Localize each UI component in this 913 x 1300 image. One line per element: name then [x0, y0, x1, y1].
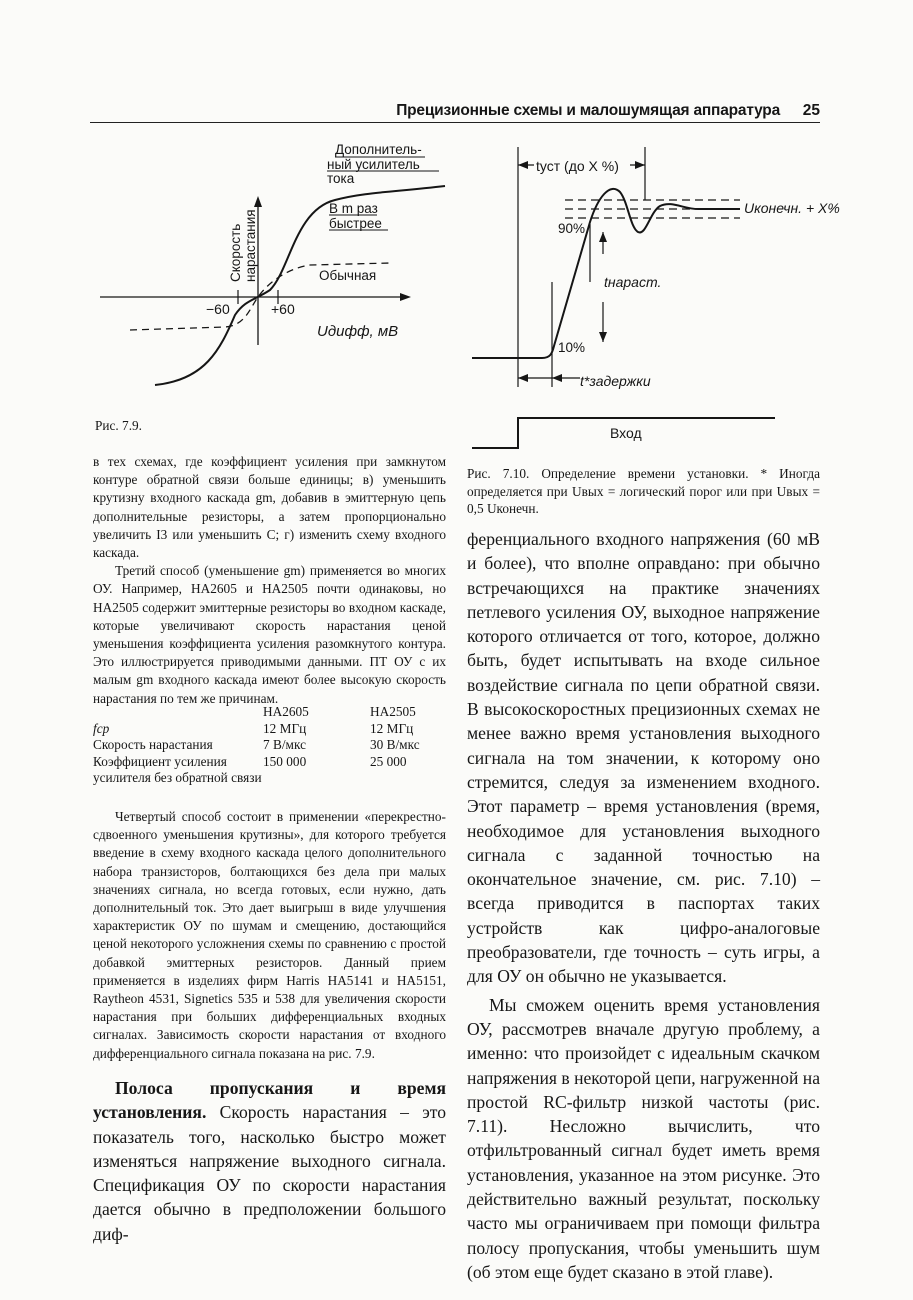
tick-neg-label: −60: [206, 301, 230, 317]
table-row: [93, 721, 450, 738]
page-number: 25: [802, 102, 820, 119]
right-text-block: [467, 527, 820, 1284]
label-90: 90%: [558, 221, 586, 236]
table-cell: Коэффициент усиления усилителя без обратной связи: [93, 753, 262, 785]
left-para-3: Четвертый способ состоит в применении «перекрестно-сдвоенного уменьшения крутизны», для которого требуется введение в схему входного каскада целого дополнительного набора транзисторов, болтающихся без дела при малых значениях сигнала, но всегда готовых, если нужно, дать дополнительный ток. Это дает выигрыш в виде улучшения характеристик ОУ по шумам и смещению, достающийся ценой некоторого усложнения схемы по сравнению с простой добавкой эмиттерных резисторов. Данный прием применяется в изделиях фирм Harris НА5141 и НА5151, Raytheon 4531, Signetics 535 и 538 для увеличения скорости нарастания при больших дифференциальных входных сигналах. Зависимость скорости нарастания от входного дифференциального сигнала показана на рис. 7.9.: [93, 809, 446, 1061]
table-cell: fср: [93, 720, 110, 736]
table-header: НА2505: [370, 704, 416, 719]
label-xaxis: Uдифф, мВ: [317, 323, 399, 340]
table-cell: 30 В/мкс: [370, 737, 420, 752]
label-rise: tнараст.: [604, 274, 662, 290]
running-head: [90, 100, 820, 123]
y-axis-arrow: [254, 196, 262, 207]
table-cell: 7 В/мкс: [263, 737, 306, 752]
left-para-4: Скорость нарастания – это показатель того, насколько быстро может изменяться напряжение выходного сигнала. Спецификация ОУ по скорости нарастания дается обычно в предположении большого диф-: [93, 1102, 447, 1244]
spec-table: [93, 704, 450, 787]
label-extra-amp-2: ный усилитель: [327, 157, 420, 172]
fig-7-10-caption: Рис. 7.10. Определение времени установки. * Иногда определяется при Uвых = логический порог или при Uвых = 0,5 Uконечн.: [467, 466, 820, 516]
table-cell: 12 МГц: [263, 720, 307, 736]
table-cell: 150 000: [263, 753, 307, 769]
left-para-3-block: [93, 808, 446, 1063]
table-row: [93, 754, 450, 787]
figure-7-10: [470, 142, 840, 457]
left-para-1: в тех схемах, где коэффициент усиления при замкнутом контуре обратной связи больше единицы; в) уменьшить крутизну входного каскада gm, добавив в эмиттерную цепь дополнительные резисторы, а затем пропорционально увеличить I3 или уменьшить C; г) изменить схему входного каскада.: [93, 454, 446, 561]
left-para-2: Третий способ (уменьшение gm) применяется во многих ОУ. Например, НА2605 и НА2505 почти одинаковы, но НА2505 содержит эмиттерные резисторы во входном каскаде, которые увеличивают скорость нарастания ценой уменьшения коэффициента усиления разомкнутого контура. Это иллюстрируется приводимыми данными. ПТ ОУ с их малым gm входного каскада имеют более высокую скорость нарастания по тем же причинам.: [93, 563, 446, 706]
left-para-4-block: [93, 1076, 446, 1246]
right-para-2: Мы сможем оценить время установления ОУ, рассмотрев вначале другую проблему, а именно: что произойдет с идеальным скачком напряжения в некоторой цепи, нагруженной на простой RC-фильтр низкой частоты (рис. 7.11). Несложно вычислить, что отфильтрованный сигнал будет иметь время установления, указанное на этом рисунке. Это действительно важный результат, поскольку часто мы ограничиваем при помощи фильтра полосу пропускания, чтобы уменьшить шум (об этом еще будет сказано в этой главе).: [467, 994, 820, 1282]
table-cell: Скорость нарастания: [93, 737, 213, 752]
table-cell: 25 000: [370, 753, 407, 769]
table-header: НА2605: [263, 704, 309, 719]
section-heading: Полоса пропускания и время установления.: [93, 1078, 446, 1123]
enhanced-curve: [155, 186, 445, 385]
table-cell: 12 МГц: [370, 720, 414, 736]
label-extra-amp-1: Дополнитель-: [335, 142, 422, 157]
right-para-1: ференциального входного напряжения (60 мВ и более), что вполне оправдано: при обычно встречающихся на практике значениях петлевого усиления ОУ, выходное напряжение которого отличается от того, которое, должно быть, будет испытывать на входе сильное воздействие сигнала по цепи обратной связи. В высокоскоростных прецизионных схемах не менее важно время установления выходного сигнала на том значении, к которому оно стремится, следуя за изменением входного. Этот параметр – время установления (время, необходимое для установления выходного сигнала с заданной точностью на окончательное значение, см. рис. 7.10) – всегда приводится в паспортах таких устройств как цифро-аналоговые преобразователи, где точность – суть игры, а для ОУ он обычно не указывается.: [467, 529, 820, 987]
left-text-block: [93, 453, 446, 708]
label-10: 10%: [558, 340, 586, 355]
label-normal: Обычная: [319, 268, 377, 283]
label-faster-1: В m раз: [329, 201, 378, 216]
label-faster-2: быстрее: [329, 216, 382, 231]
label-tset: tуст (до X %): [536, 158, 619, 174]
label-delay: t*задержки: [580, 373, 651, 389]
label-extra-amp-3: тока: [327, 171, 355, 186]
x-axis-arrow: [400, 293, 411, 301]
table-header-row: [93, 704, 450, 721]
table-header: [93, 704, 263, 721]
label-ufinal: Uконечн. + X%: [744, 200, 840, 216]
label-yaxis-1: Скорость: [228, 223, 243, 282]
fig-7-9-caption: Рис. 7.9.: [95, 418, 143, 433]
running-title: Прецизионные схемы и малошумящая аппаратура: [396, 102, 780, 119]
label-yaxis-2: нарастания: [243, 209, 258, 282]
figure-7-9: [95, 140, 445, 405]
label-input: Вход: [610, 425, 642, 441]
table-row: [93, 737, 450, 754]
tick-pos-label: +60: [271, 301, 295, 317]
